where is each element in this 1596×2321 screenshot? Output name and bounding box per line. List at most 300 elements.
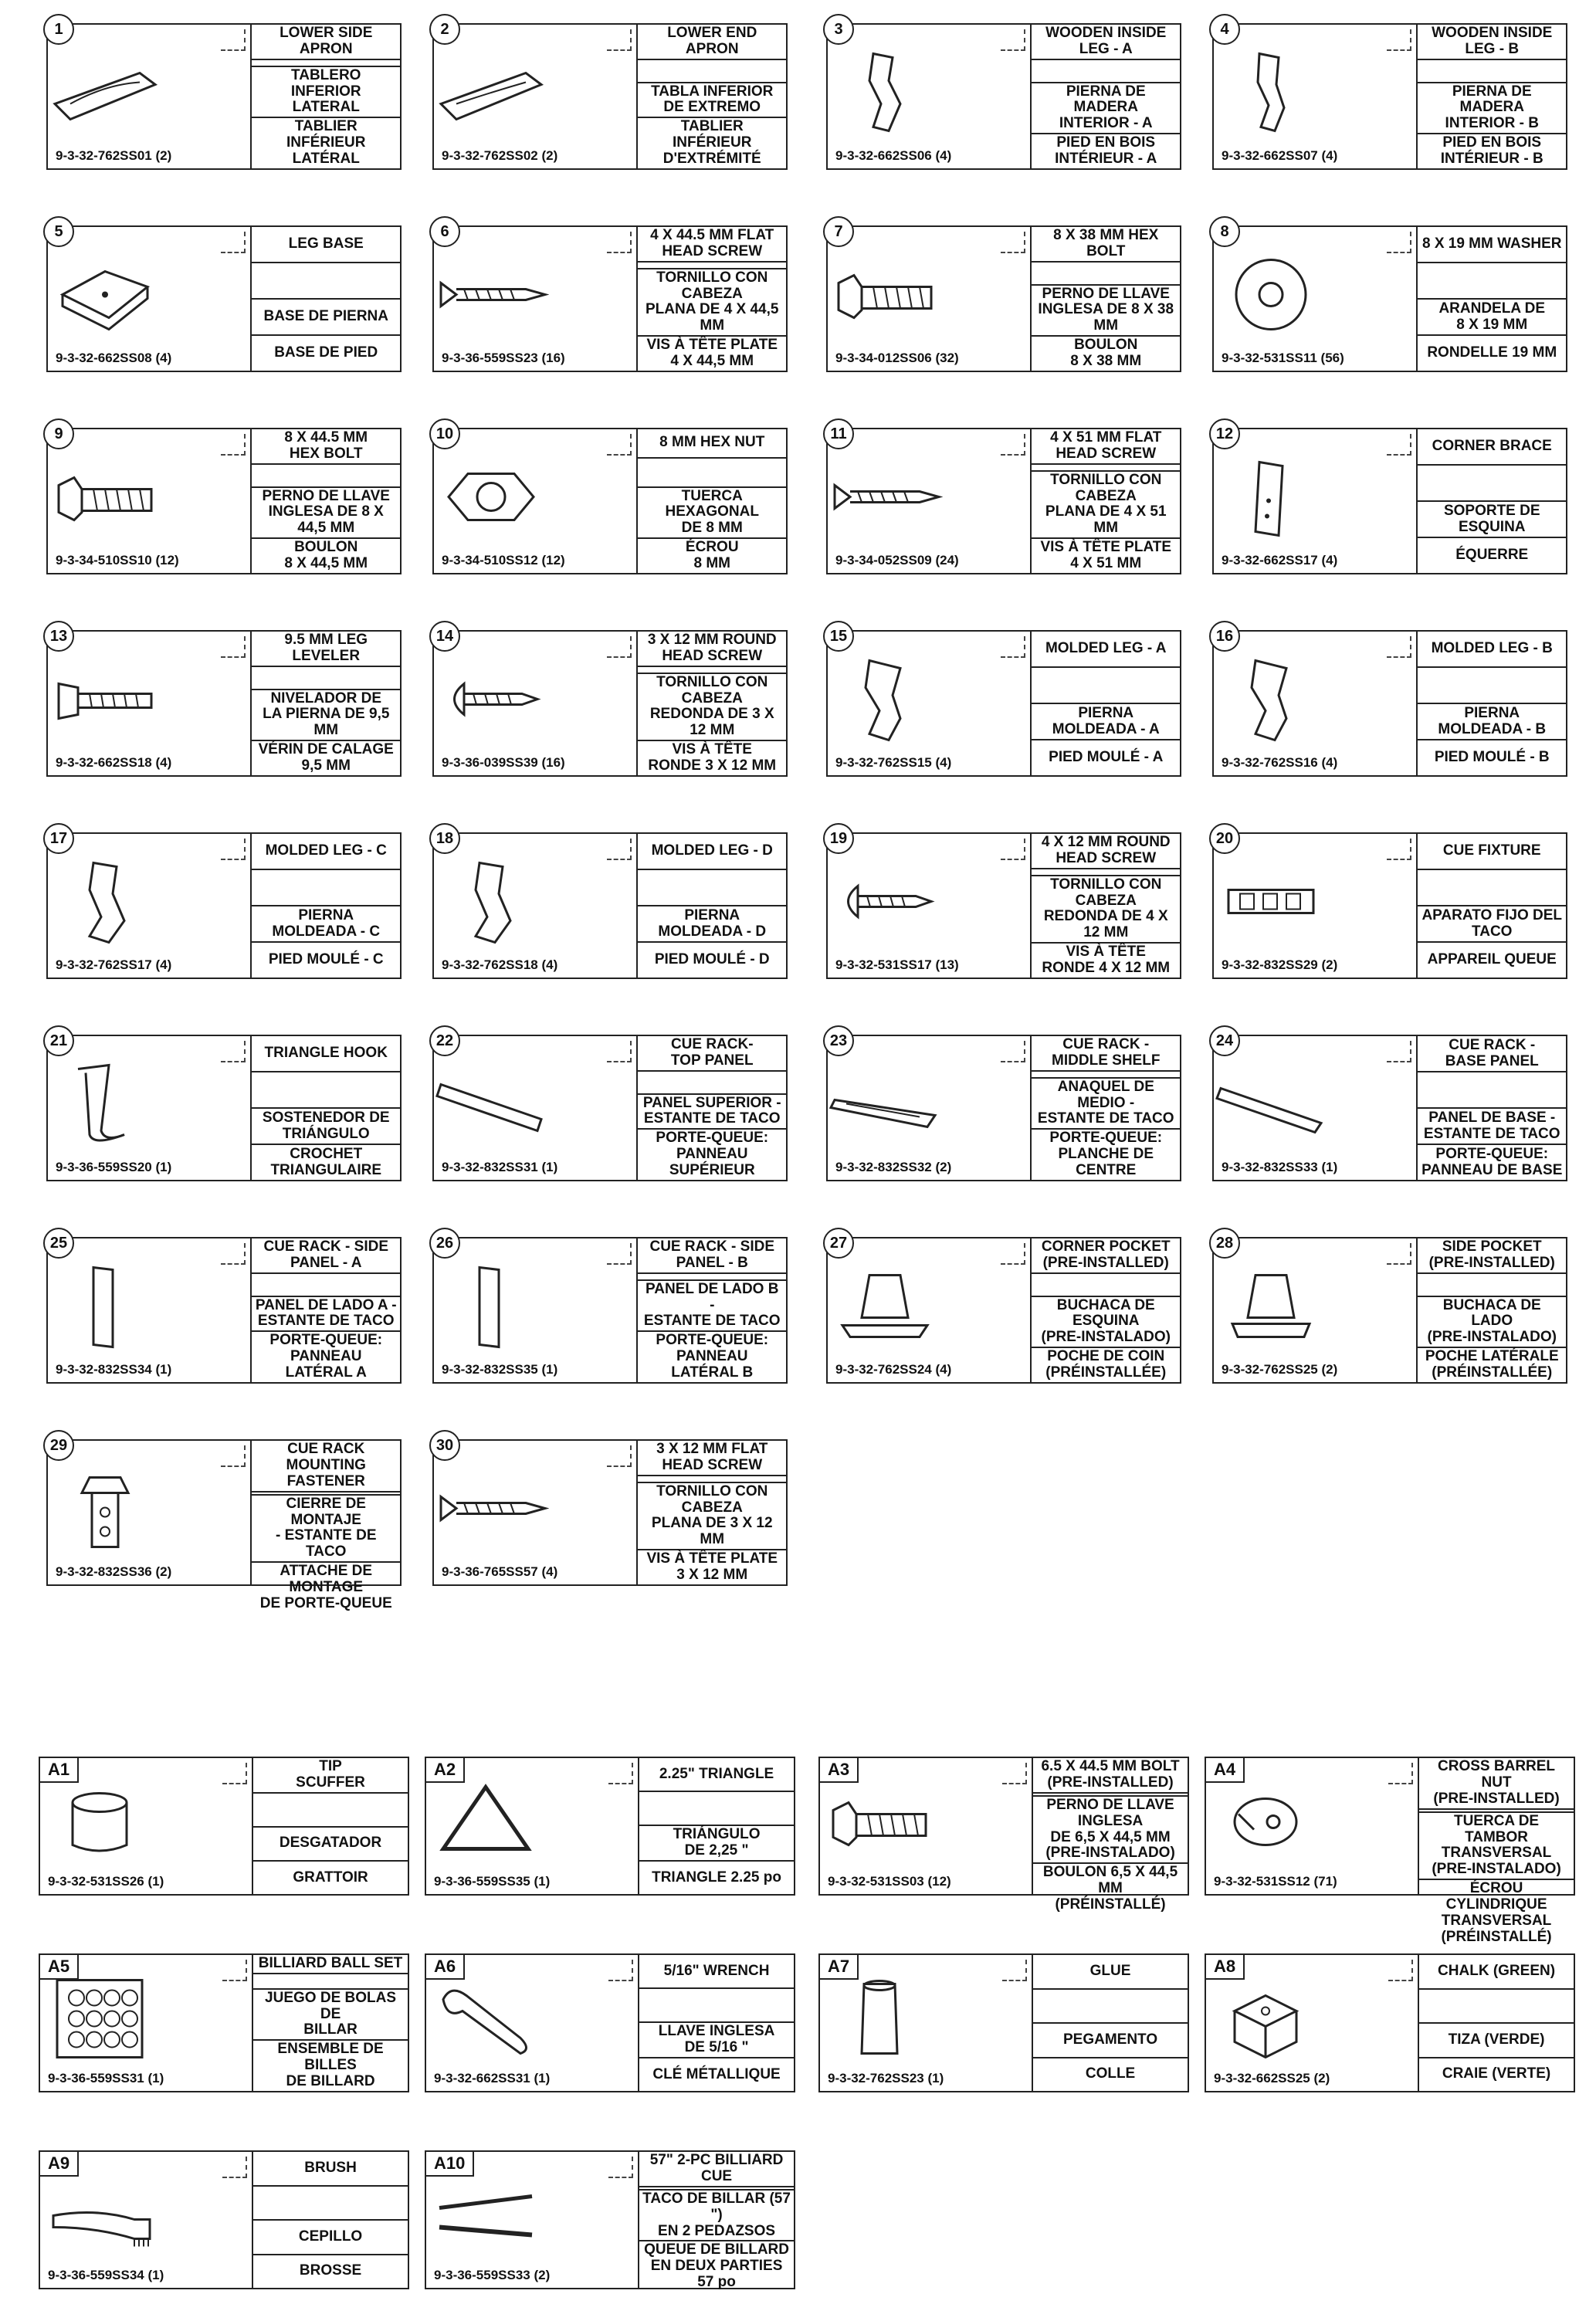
spanish-label: PIERNA MOLDEADA - A: [1032, 704, 1180, 740]
part-figure: [434, 627, 638, 775]
part-card: [826, 1032, 1181, 1181]
blank-row: [252, 870, 400, 906]
hex-bolt-icon: [822, 1780, 937, 1865]
checkbox-corner: [222, 1960, 247, 1981]
part-code: 9-3-32-832SS35 (1): [442, 1362, 558, 1377]
spanish-label: BASE DE PIERNA: [252, 300, 400, 336]
english-label: WOODEN INSIDE LEG - B: [1418, 25, 1566, 60]
checkbox-corner: [1388, 1763, 1413, 1784]
english-label: CUE RACK - SIDE PANEL - A: [252, 1238, 400, 1274]
flat-head-screw-icon: [433, 1466, 549, 1551]
part-number: 22: [429, 1025, 460, 1056]
part-figure: [48, 1234, 252, 1382]
part-number: 30: [429, 1430, 460, 1461]
accessory-tag: A3: [818, 1757, 859, 1783]
part-code: 9-3-32-662SS17 (4): [1222, 553, 1338, 568]
spanish-label: TORNILLO CON CABEZA REDONDA DE 4 X 12 MM: [1032, 876, 1180, 944]
checkbox-corner: [221, 29, 246, 51]
part-figure: [1214, 222, 1418, 371]
checkbox-corner: [1387, 29, 1411, 51]
part-labels: [636, 834, 786, 978]
part-figure: [434, 425, 638, 573]
spanish-label: TIZA (VERDE): [1419, 2024, 1574, 2058]
part-number: 23: [823, 1025, 854, 1056]
english-label: TRIANGLE HOOK: [252, 1036, 400, 1072]
part-number: 3: [823, 14, 854, 45]
part-number: 29: [43, 1430, 74, 1461]
part-number: 13: [43, 621, 74, 652]
french-label: BOULON 8 X 38 MM: [1070, 337, 1142, 370]
english-label: 5/16" WRENCH: [639, 1955, 794, 1989]
checkbox-corner: [608, 1960, 633, 1981]
part-figure: [48, 829, 252, 978]
french-label: POCHE LATÉRALE (PRÉINSTALLÉE): [1425, 1348, 1559, 1381]
part-figure: [434, 1234, 638, 1382]
wrench-icon: [428, 1977, 544, 2062]
checkbox-corner: [1001, 636, 1025, 658]
french-label: PIED MOULÉ - A: [1049, 749, 1164, 766]
spanish-label: TORNILLO CON CABEZA PLANA DE 4 X 44,5 MM: [638, 269, 786, 337]
part-labels: [1030, 632, 1180, 775]
part-labels: [1030, 227, 1180, 371]
part-labels: [252, 1758, 408, 1894]
part-card: [826, 627, 1181, 777]
lower-side-apron-icon: [47, 50, 163, 135]
blank-row: [1033, 1990, 1188, 2025]
part-labels: [636, 1238, 786, 1382]
checkbox-corner: [221, 839, 246, 860]
part-card: [432, 1032, 788, 1181]
blank-row: [1418, 1274, 1566, 1297]
corner-brace-icon: [1213, 455, 1329, 540]
checkbox-corner: [1001, 29, 1025, 51]
english-label: CUE RACK MOUNTING FASTENER: [252, 1441, 400, 1493]
part-labels: [636, 25, 786, 168]
french-label: VIS À TÊTE PLATE 4 X 51 MM: [1040, 539, 1172, 572]
part-code: 9-3-34-012SS06 (32): [835, 351, 959, 365]
blank-row: [638, 1476, 786, 1483]
english-label: MOLDED LEG - A: [1032, 632, 1180, 668]
part-code: 9-3-32-832SS33 (1): [1222, 1160, 1338, 1174]
part-card: [432, 1436, 788, 1586]
part-code: 9-3-32-762SS02 (2): [442, 148, 558, 163]
round-head-screw-icon: [827, 859, 943, 944]
part-number: 2: [429, 14, 460, 45]
checkbox-corner: [1387, 1041, 1411, 1062]
checkbox-corner: [607, 232, 632, 253]
glue-icon: [822, 1977, 937, 2062]
part-labels: [1030, 834, 1180, 978]
part-number: 21: [43, 1025, 74, 1056]
checkbox-corner: [221, 1041, 246, 1062]
spanish-label: BUCHACA DE LADO (PRE-INSTALADO): [1418, 1297, 1566, 1349]
french-label: CROCHET TRIANGULAIRE: [270, 1145, 382, 1178]
part-labels: [1416, 25, 1566, 168]
blank-row: [639, 1792, 794, 1826]
checkbox-corner: [1001, 839, 1025, 860]
part-code: 9-3-32-662SS25 (2): [1214, 2071, 1330, 2086]
part-code: 9-3-32-832SS32 (2): [835, 1160, 952, 1174]
accessory-tag: A4: [1205, 1757, 1245, 1783]
checkbox-corner: [607, 839, 632, 860]
accessory-card: [818, 1757, 1189, 1913]
french-label: VIS À TÊTE PLATE 3 X 12 MM: [646, 1550, 778, 1584]
part-number: 20: [1209, 823, 1240, 854]
blank-row: [1418, 870, 1566, 906]
blank-row: [252, 465, 400, 488]
part-card: [432, 627, 788, 777]
spanish-label: PERNO DE LLAVE INGLESA DE 8 X 38 MM: [1032, 286, 1180, 337]
english-label: TIP SCUFFER: [253, 1758, 408, 1794]
part-code: 9-3-32-762SS16 (4): [1222, 755, 1338, 770]
french-label: PIED MOULÉ - C: [268, 951, 384, 968]
part-number: 25: [43, 1228, 74, 1259]
part-card: [432, 829, 788, 979]
part-labels: [1418, 1758, 1574, 1945]
part-labels: [638, 2152, 794, 2291]
checkbox-corner: [222, 2157, 247, 2178]
cue-rack-side-panel-icon: [47, 1264, 163, 1349]
spanish-label: TRIÁNGULO DE 2,25 ": [639, 1826, 794, 1862]
hex-bolt-icon: [47, 455, 163, 540]
spanish-label: TORNILLO CON CABEZA PLANA DE 4 X 51 MM: [1032, 472, 1180, 540]
english-label: 6.5 X 44.5 MM BOLT (PRE-INSTALLED): [1033, 1758, 1188, 1794]
checkbox-corner: [607, 636, 632, 658]
spanish-label: SOPORTE DE ESQUINA: [1418, 502, 1566, 538]
triangle-hook-icon: [47, 1062, 163, 1147]
part-number: 5: [43, 216, 74, 247]
part-card: [1212, 1234, 1567, 1384]
english-label: 4 X 12 MM ROUND HEAD SCREW: [1032, 834, 1180, 869]
part-code: 9-3-32-762SS01 (2): [56, 148, 172, 163]
part-number: 28: [1209, 1228, 1240, 1259]
part-card: [46, 425, 402, 574]
part-card: [46, 829, 402, 979]
accessory-card: [818, 1953, 1189, 2092]
part-card: [1212, 627, 1567, 777]
english-label: CROSS BARREL NUT (PRE-INSTALLED): [1419, 1758, 1574, 1810]
part-figure: [426, 1758, 639, 1894]
part-figure: [828, 222, 1032, 371]
accessory-card: [425, 1953, 795, 2092]
english-label: CUE RACK - SIDE PANEL - B: [638, 1238, 786, 1274]
blank-row: [1418, 60, 1566, 83]
french-label: PORTE-QUEUE: PLANCHE DE CENTRE: [1049, 1130, 1163, 1179]
spanish-label: PANEL SUPERIOR - ESTANTE DE TACO: [638, 1095, 786, 1130]
spanish-label: TUERCA DE TAMBOR TRANSVERSAL (PRE-INSTALADO): [1419, 1813, 1574, 1881]
checkbox-corner: [1387, 636, 1411, 658]
accessory-card: [39, 1953, 409, 2092]
blank-row: [638, 263, 786, 269]
english-label: MOLDED LEG - C: [252, 834, 400, 870]
spanish-label: PIERNA DE MADERA INTERIOR - A: [1032, 83, 1180, 135]
french-label: PORTE-QUEUE: PANNEAU LATÉRAL B: [656, 1332, 769, 1381]
cue-rack-base-panel-icon: [1213, 1062, 1329, 1147]
spanish-label: PIERNA MOLDEADA - B: [1418, 704, 1566, 740]
checkbox-corner: [1002, 1763, 1027, 1784]
english-label: CUE RACK- TOP PANEL: [638, 1036, 786, 1072]
part-labels: [636, 429, 786, 573]
checkbox-corner: [1387, 839, 1411, 860]
blank-row: [638, 60, 786, 83]
cue-rack-shelf-icon: [827, 1062, 943, 1147]
english-label: CUE RACK - BASE PANEL: [1418, 1036, 1566, 1072]
part-card: [46, 1234, 402, 1384]
cue-rack-top-panel-icon: [433, 1062, 549, 1147]
flat-head-screw-icon: [433, 252, 549, 337]
part-labels: [636, 227, 786, 371]
leg-base-icon: [47, 252, 163, 337]
part-code: 9-3-32-832SS31 (1): [442, 1160, 558, 1174]
blank-row: [1418, 1072, 1566, 1109]
part-figure: [1214, 425, 1418, 573]
french-label: PIED MOULÉ - D: [654, 951, 770, 968]
part-figure: [828, 425, 1032, 573]
accessory-card: [39, 1757, 409, 1896]
spanish-label: NIVELADOR DE LA PIERNA DE 9,5 MM: [252, 690, 400, 742]
accessory-tag: A6: [425, 1953, 465, 1980]
part-code: 9-3-32-531SS11 (56): [1222, 351, 1344, 365]
accessory-tag: A7: [818, 1953, 859, 1980]
english-label: MOLDED LEG - B: [1418, 632, 1566, 668]
part-card: [46, 1032, 402, 1181]
part-labels: [636, 1441, 786, 1584]
part-labels: [1416, 227, 1566, 371]
accessory-card: [1205, 1757, 1575, 1945]
part-number: 17: [43, 823, 74, 854]
spanish-label: PERNO DE LLAVE INGLESA DE 6,5 X 44,5 MM (PRE-INSTALADO): [1033, 1797, 1188, 1865]
french-label: TABLIER INFÉRIEUR LATÉRAL: [286, 118, 366, 168]
part-code: 9-3-32-832SS36 (2): [56, 1564, 172, 1579]
checkbox-corner: [1001, 434, 1025, 456]
spanish-label: ANAQUEL DE MEDIO - ESTANTE DE TACO: [1032, 1079, 1180, 1130]
part-card: [432, 1234, 788, 1384]
hex-nut-icon: [433, 455, 549, 540]
spanish-label: TACO DE BILLAR (57 ") EN 2 PEDAZSOS: [639, 2191, 794, 2242]
blank-row: [639, 1989, 794, 2023]
accessory-tag: A1: [39, 1757, 79, 1783]
part-figure: [820, 1955, 1033, 2091]
cue-fixture-icon: [1213, 859, 1329, 944]
molded-leg-d-icon: [433, 859, 549, 944]
french-label: RONDELLE 19 MM: [1427, 344, 1557, 361]
spanish-label: PEGAMENTO: [1033, 2024, 1188, 2058]
part-code: 9-3-36-039SS39 (16): [442, 755, 565, 770]
part-figure: [426, 2152, 639, 2288]
part-labels: [250, 1441, 400, 1612]
blank-row: [638, 459, 786, 488]
part-code: 9-3-34-510SS12 (12): [442, 553, 565, 568]
french-label: QUEUE DE BILLARD EN DEUX PARTIES 57 po: [644, 2241, 789, 2291]
part-figure: [828, 1032, 1032, 1180]
part-labels: [1030, 429, 1180, 573]
french-label: ÉCROU CYLINDRIQUE TRANSVERSAL (PRÉINSTALLÉ): [1441, 1880, 1552, 1945]
part-card: [46, 627, 402, 777]
part-card: [1212, 829, 1567, 979]
english-label: SIDE POCKET (PRE-INSTALLED): [1418, 1238, 1566, 1274]
part-card: [1212, 1032, 1567, 1181]
part-code: 9-3-34-052SS09 (24): [835, 553, 959, 568]
part-card: [826, 1234, 1181, 1384]
chalk-icon: [1208, 1977, 1323, 2062]
part-labels: [250, 834, 400, 978]
part-code: 9-3-36-559SS20 (1): [56, 1160, 172, 1174]
spanish-label: PERNO DE LLAVE INGLESA DE 8 X 44,5 MM: [252, 488, 400, 540]
molded-leg-c-icon: [47, 859, 163, 944]
english-label: 57" 2-PC BILLIARD CUE: [639, 2152, 794, 2187]
tip-scuffer-icon: [42, 1780, 158, 1865]
spanish-label: ARANDELA DE 8 X 19 MM: [1418, 300, 1566, 336]
blank-row: [252, 667, 400, 690]
spanish-label: PIERNA MOLDEADA - D: [638, 906, 786, 943]
english-label: CHALK (GREEN): [1419, 1955, 1574, 1990]
part-labels: [250, 429, 400, 573]
part-number: 14: [429, 621, 460, 652]
part-code: 9-3-36-559SS33 (2): [434, 2268, 551, 2282]
blank-row: [253, 2187, 408, 2221]
part-labels: [1416, 834, 1566, 978]
blank-row: [253, 1974, 408, 1990]
checkbox-corner: [1001, 1041, 1025, 1062]
checkbox-corner: [1002, 1960, 1027, 1981]
accessory-tag: A10: [425, 2150, 474, 2177]
cross-barrel-nut-icon: [1208, 1780, 1323, 1865]
blank-row: [1419, 1990, 1574, 2025]
blank-row: [1418, 466, 1566, 502]
part-number: 19: [823, 823, 854, 854]
english-label: WOODEN INSIDE LEG - A: [1032, 25, 1180, 60]
blank-row: [1418, 263, 1566, 300]
part-code: 9-3-32-662SS08 (4): [56, 351, 172, 365]
part-figure: [1214, 627, 1418, 775]
spanish-label: SOSTENEDOR DE TRIÁNGULO: [252, 1109, 400, 1145]
part-labels: [1416, 1036, 1566, 1180]
part-figure: [1206, 1955, 1419, 2091]
part-labels: [1032, 1758, 1188, 1913]
checkbox-corner: [607, 434, 632, 456]
part-card: [1212, 425, 1567, 574]
part-number: 16: [1209, 621, 1240, 652]
part-code: 9-3-36-559SS23 (16): [442, 351, 565, 365]
english-label: CORNER BRACE: [1418, 429, 1566, 466]
part-figure: [426, 1955, 639, 2091]
blank-row: [1032, 869, 1180, 876]
part-labels: [1030, 25, 1180, 168]
spanish-label: DESGATADOR: [253, 1828, 408, 1862]
checkbox-corner: [607, 1041, 632, 1062]
french-label: VÉRIN DE CALAGE 9,5 MM: [258, 741, 394, 774]
checkbox-corner: [221, 434, 246, 456]
part-code: 9-3-32-762SS23 (1): [828, 2071, 944, 2086]
part-figure: [1214, 1234, 1418, 1382]
molded-leg-a-icon: [827, 657, 943, 742]
part-code: 9-3-32-662SS06 (4): [835, 148, 952, 163]
part-number: 12: [1209, 418, 1240, 449]
part-code: 9-3-36-559SS31 (1): [48, 2071, 164, 2086]
leg-leveler-icon: [47, 657, 163, 742]
part-card: [432, 425, 788, 574]
accessory-tag: A5: [39, 1953, 79, 1980]
english-label: LEG BASE: [252, 227, 400, 263]
french-label: APPAREIL QUEUE: [1427, 951, 1557, 968]
hex-bolt-icon: [827, 252, 943, 337]
spanish-label: CIERRE DE MONTAJE - ESTANTE DE TACO: [252, 1496, 400, 1564]
accessory-tag: A8: [1205, 1953, 1245, 1980]
blank-row: [638, 1072, 786, 1095]
checkbox-corner: [607, 29, 632, 51]
french-label: TABLIER INFÉRIEUR D'EXTRÉMITÉ: [662, 118, 761, 168]
part-code: 9-3-32-531SS17 (13): [835, 957, 959, 972]
part-number: 8: [1209, 216, 1240, 247]
part-labels: [1416, 429, 1566, 573]
part-figure: [828, 20, 1032, 168]
part-code: 9-3-32-762SS24 (4): [835, 1362, 952, 1377]
part-number: 26: [429, 1228, 460, 1259]
part-figure: [48, 1032, 252, 1180]
french-label: ENSEMBLE DE BILLES DE BILLARD: [277, 2041, 384, 2090]
blank-row: [1032, 1274, 1180, 1297]
brush-icon: [42, 2174, 158, 2258]
english-label: LOWER END APRON: [638, 25, 786, 60]
english-label: 8 X 38 MM HEX BOLT: [1032, 227, 1180, 263]
molded-leg-b-icon: [1213, 657, 1329, 742]
spanish-label: LLAVE INGLESA DE 5/16 ": [639, 2023, 794, 2058]
part-card: [826, 20, 1181, 170]
blank-row: [252, 60, 400, 67]
part-labels: [636, 632, 786, 775]
spanish-label: PANEL DE BASE - ESTANTE DE TACO: [1418, 1109, 1566, 1145]
part-figure: [40, 2152, 253, 2288]
part-labels: [252, 1955, 408, 2091]
part-figure: [828, 627, 1032, 775]
blank-row: [252, 263, 400, 300]
spanish-label: APARATO FIJO DEL TACO: [1418, 906, 1566, 943]
part-figure: [434, 222, 638, 371]
english-label: GLUE: [1033, 1955, 1188, 1990]
checkbox-corner: [221, 232, 246, 253]
english-label: 3 X 12 MM FLAT HEAD SCREW: [638, 1441, 786, 1476]
french-label: BASE DE PIED: [274, 344, 378, 361]
french-label: PORTE-QUEUE: PANNEAU LATÉRAL A: [269, 1332, 383, 1381]
triangle-icon: [428, 1780, 544, 1865]
part-figure: [1214, 1032, 1418, 1180]
part-card: [46, 20, 402, 170]
checkbox-corner: [1387, 434, 1411, 456]
checkbox-corner: [1387, 1243, 1411, 1265]
accessory-tag: A2: [425, 1757, 465, 1783]
part-code: 9-3-36-559SS34 (1): [48, 2268, 164, 2282]
mounting-fastener-icon: [47, 1466, 163, 1551]
part-code: 9-3-32-531SS03 (12): [828, 1874, 951, 1889]
accessory-card: [425, 2150, 795, 2289]
part-labels: [636, 1036, 786, 1180]
english-label: MOLDED LEG - D: [638, 834, 786, 870]
spanish-label: JUEGO DE BOLAS DE BILLAR: [253, 1990, 408, 2041]
part-card: [1212, 222, 1567, 372]
spanish-label: TABLA INFERIOR DE EXTREMO: [638, 83, 786, 119]
french-label: PIED MOULÉ - B: [1434, 749, 1550, 766]
part-labels: [250, 25, 400, 168]
french-label: PIED EN BOIS INTÉRIEUR - A: [1055, 134, 1157, 168]
english-label: 4 X 44.5 MM FLAT HEAD SCREW: [638, 227, 786, 263]
checkbox-corner: [222, 1763, 247, 1784]
checkbox-corner: [608, 2157, 633, 2178]
part-labels: [250, 227, 400, 371]
spanish-label: BUCHACA DE ESQUINA (PRE-INSTALADO): [1032, 1297, 1180, 1349]
part-labels: [250, 632, 400, 775]
english-label: 3 X 12 MM ROUND HEAD SCREW: [638, 632, 786, 667]
french-label: COLLE: [1085, 2065, 1136, 2082]
